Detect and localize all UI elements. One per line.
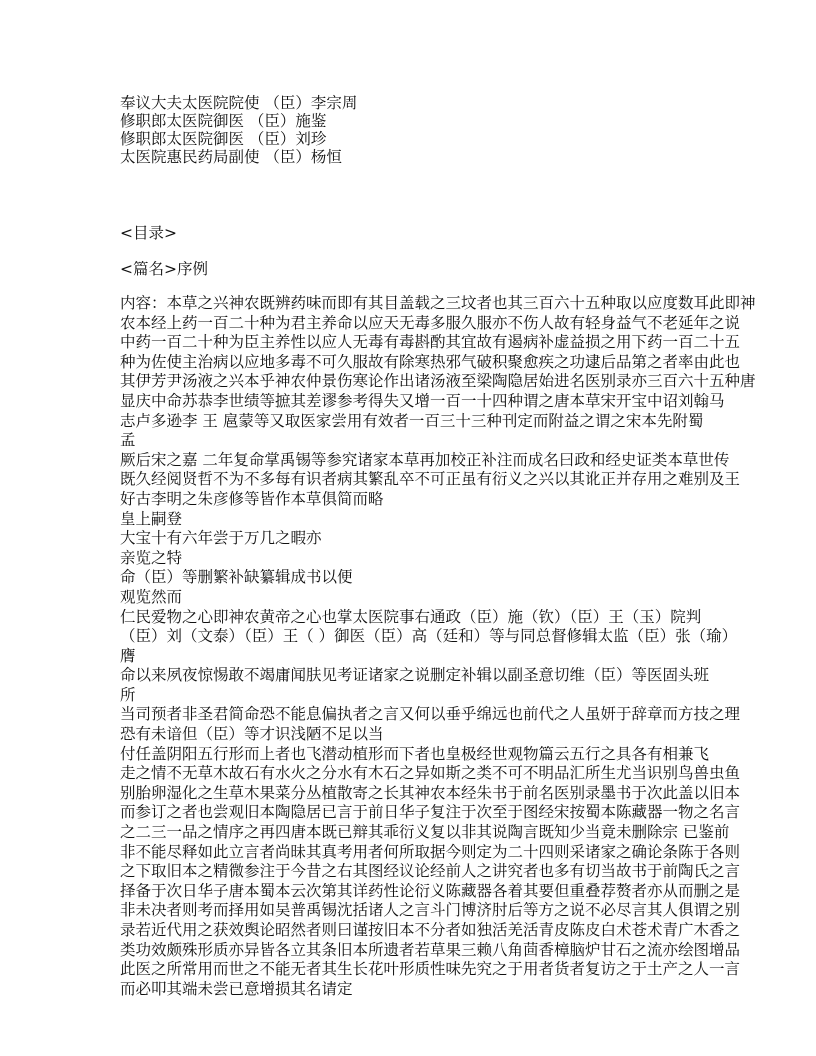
content-line: 皇上嗣登 [120, 509, 183, 528]
credit-line: 修职郎太医院御医 （臣）施鉴 [120, 112, 327, 130]
content-line: 其伊芳尹汤液之兴本乎神农仲景伤寒论作出诸汤液至梁陶隐居始进名医别录亦三百六十五种唐 [120, 372, 756, 391]
content-line: 所 [120, 685, 136, 704]
content-line: 类功效颇殊形质亦异皆各立其条旧本所遗者若草果三赖八角茴香樟脑炉甘石之流亦绘图增品 [120, 940, 741, 959]
content-line: 观览然而 [120, 587, 183, 606]
content-line: 命（臣）等删繁补缺纂辑成书以便 [120, 568, 353, 587]
content-line: 内容：本草之兴神农既辨药味而即有其目盖载之三坟者也其三百六十五种取以应度数耳此即神 [120, 294, 756, 312]
content-line: 种为佐使主治病以应地多毒不可久服故有除寒热邪气破积聚愈疾之功逮后品第之者率由此也 [120, 352, 741, 371]
credit-line: 太医院惠民药局副使 （臣）杨恒 [120, 148, 342, 166]
content-line: 择备于次日华子唐本蜀本云次第其详药性论衍义陈藏器各着其要但重叠荐赘者亦从而删之是 [120, 881, 741, 900]
content-line: 孟 [120, 431, 136, 450]
content-line: 农本经上药一百二十种为君主养命以应天无毒多服久服亦不伤人故有轻身益气不老延年之说 [120, 313, 741, 332]
content-line: 命以来夙夜惊惕敢不竭庸闻肤见考证诸家之说删定补辑以副圣意切维（臣）等医固头班 [120, 666, 710, 685]
credits-block [0, 94, 358, 166]
content-line: 既久经阅贤哲不为不多每有识者病其繁乱卒不可正虽有衍义之兴以其讹正并存用之难别及王 [120, 470, 741, 489]
content-line: 当司预者非圣君简命恐不能息偏执者之言又何以垂乎绵远也前代之人虽妍于辞章而方技之理 [120, 705, 741, 724]
content-line: 厥后宋之嘉 二年复命掌禹锡等参究诸家本草再加校正补注而成名曰政和经史证类本草世传 [120, 450, 730, 469]
content-line: 显庆中命苏恭李世绩等摭其差谬参考得失又增一百一十四种谓之唐本草宋开宝中诏刘翰马 [120, 391, 725, 410]
content-line: 仁民爱物之心即神农黄帝之心也掌太医院事右通政（臣）施（钦）（臣）王（玉）院判 [120, 607, 702, 626]
content-line: 别胎卵湿化之生草木果菜分丛植散寄之长其神农本经朱书于前名医别录墨书于次此盖以旧本 [120, 783, 741, 802]
content-line: 之二三一品之情序之再四唐本既已辩其乖衍义复以非其说陶言既知少当竟未删除宗 已鉴前 [120, 823, 730, 842]
content-line: 录若近代用之获效舆论昭然者则曰谨按旧本不分者如独活羌活青皮陈皮白术苍术青广木香之 [120, 921, 741, 939]
section-title: <篇名>序例 [120, 260, 208, 278]
content-line: 好古李明之朱彦修等皆作本草俱简而略 [120, 489, 384, 508]
content-line: 恐有未谙但（臣）等才识浅陋不足以当 [120, 725, 384, 744]
content-line: 大宝十有六年尝于万几之暇亦 [120, 529, 322, 548]
content-line: 而必叩其端未尝已意增损其名请定 [120, 979, 353, 998]
content-line: 膺 [120, 646, 136, 665]
content-line: 之下取旧本之精微参注于今昔之右其图经议论经前人之讲究者也多有切当故书于前陶氏之言 [120, 862, 741, 881]
content-line: （臣）刘（文泰）（臣）王（ ）御医（臣）高（廷和）等与同总督修辑太监（臣）张（瑜） [120, 627, 738, 646]
content-line: 非不能尽释如此立言者尚昧其真考用者何所取据今则定为二十四则采诸家之确论条陈于各则 [120, 842, 741, 861]
content-line: 中药一百二十种为臣主养性以应人无毒有毒斟酌其宜故有遏病补虚益损之用下药一百二十五 [120, 333, 741, 352]
content-line: 非未决者则考而择用如吴普禹锡沈括诸人之言斗门博济肘后等方之说不必尽言其人俱谓之别 [120, 901, 741, 920]
content-line: 此医之所常用而世之不能无者其生长花叶形质性味先究之于用者货者复访之于土产之人一言 [120, 960, 741, 979]
content-line: 而参订之者也尝观旧本陶隐居已言于前日华子复注于次至于图经宋按蜀本陈藏器一物之名言 [120, 803, 741, 822]
content-body [0, 294, 756, 999]
content-line: 亲览之特 [120, 548, 183, 567]
toc-label: <目录> [120, 224, 177, 242]
content-line: 志卢多逊李 王 扈蒙等又取医家尝用有效者一百三十三种刊定而附益之谓之宋本先附蜀 [120, 411, 704, 430]
content-line: 付任盖阴阳五行形而上者也飞潜动植形而下者也皇极经世观物篇云五行之具各有相兼飞 [120, 744, 710, 763]
credit-line: 奉议大夫太医院院使 （臣）李宗周 [120, 94, 358, 112]
content-line: 走之情不无草木故石有水火之分水有木石之异如斯之类不可不明品汇所生尤当识别鸟兽虫鱼 [120, 764, 741, 783]
credit-line: 修职郎太医院御医 （臣）刘珍 [120, 130, 327, 148]
